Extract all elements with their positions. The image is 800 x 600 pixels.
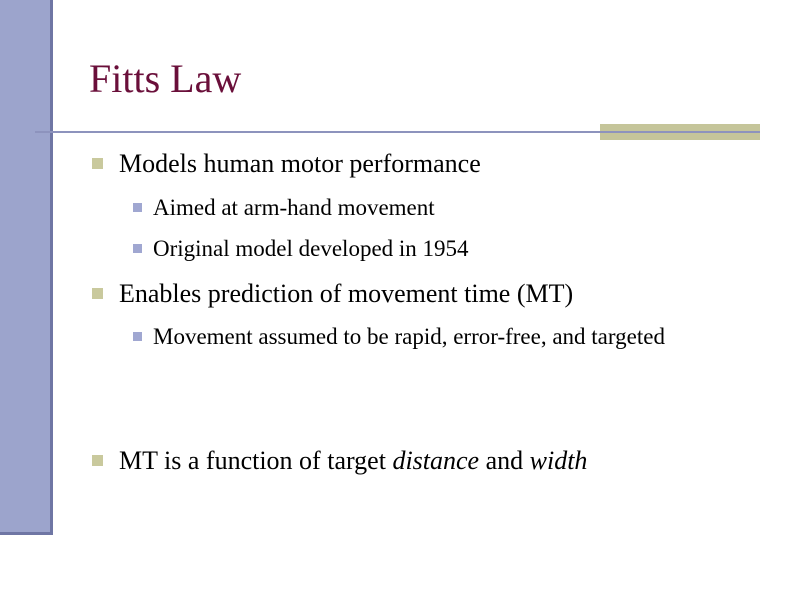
slide-title: Fitts Law bbox=[89, 56, 242, 101]
bullet-text-part: MT is a function of target bbox=[119, 446, 393, 475]
bullet-text: Enables prediction of movement time (MT) bbox=[119, 279, 574, 308]
sub-bullet-text: Aimed at arm-hand movement bbox=[153, 195, 435, 220]
bullet-square-icon bbox=[92, 158, 103, 169]
title-divider-accent bbox=[600, 124, 760, 140]
sub-bullet-text: Movement assumed to be rapid, error-free, and targeted bbox=[153, 324, 665, 349]
bullet-text: Models human motor performance bbox=[119, 149, 481, 178]
slide-sidebar-decoration bbox=[0, 0, 53, 535]
bullet-text-part: and bbox=[479, 446, 530, 475]
sub-bullet-text: Original model developed in 1954 bbox=[153, 236, 469, 261]
bullet-text-emphasis-width: width bbox=[529, 446, 588, 475]
bullet-text-emphasis-distance: distance bbox=[392, 446, 480, 475]
sub-bullet-square-icon bbox=[133, 244, 142, 253]
sub-bullet-square-icon bbox=[133, 203, 142, 212]
bullet-text-function bbox=[119, 446, 587, 476]
bullet-square-icon bbox=[92, 288, 103, 299]
bullet-square-icon bbox=[92, 455, 103, 466]
sub-bullet-square-icon bbox=[133, 332, 142, 341]
